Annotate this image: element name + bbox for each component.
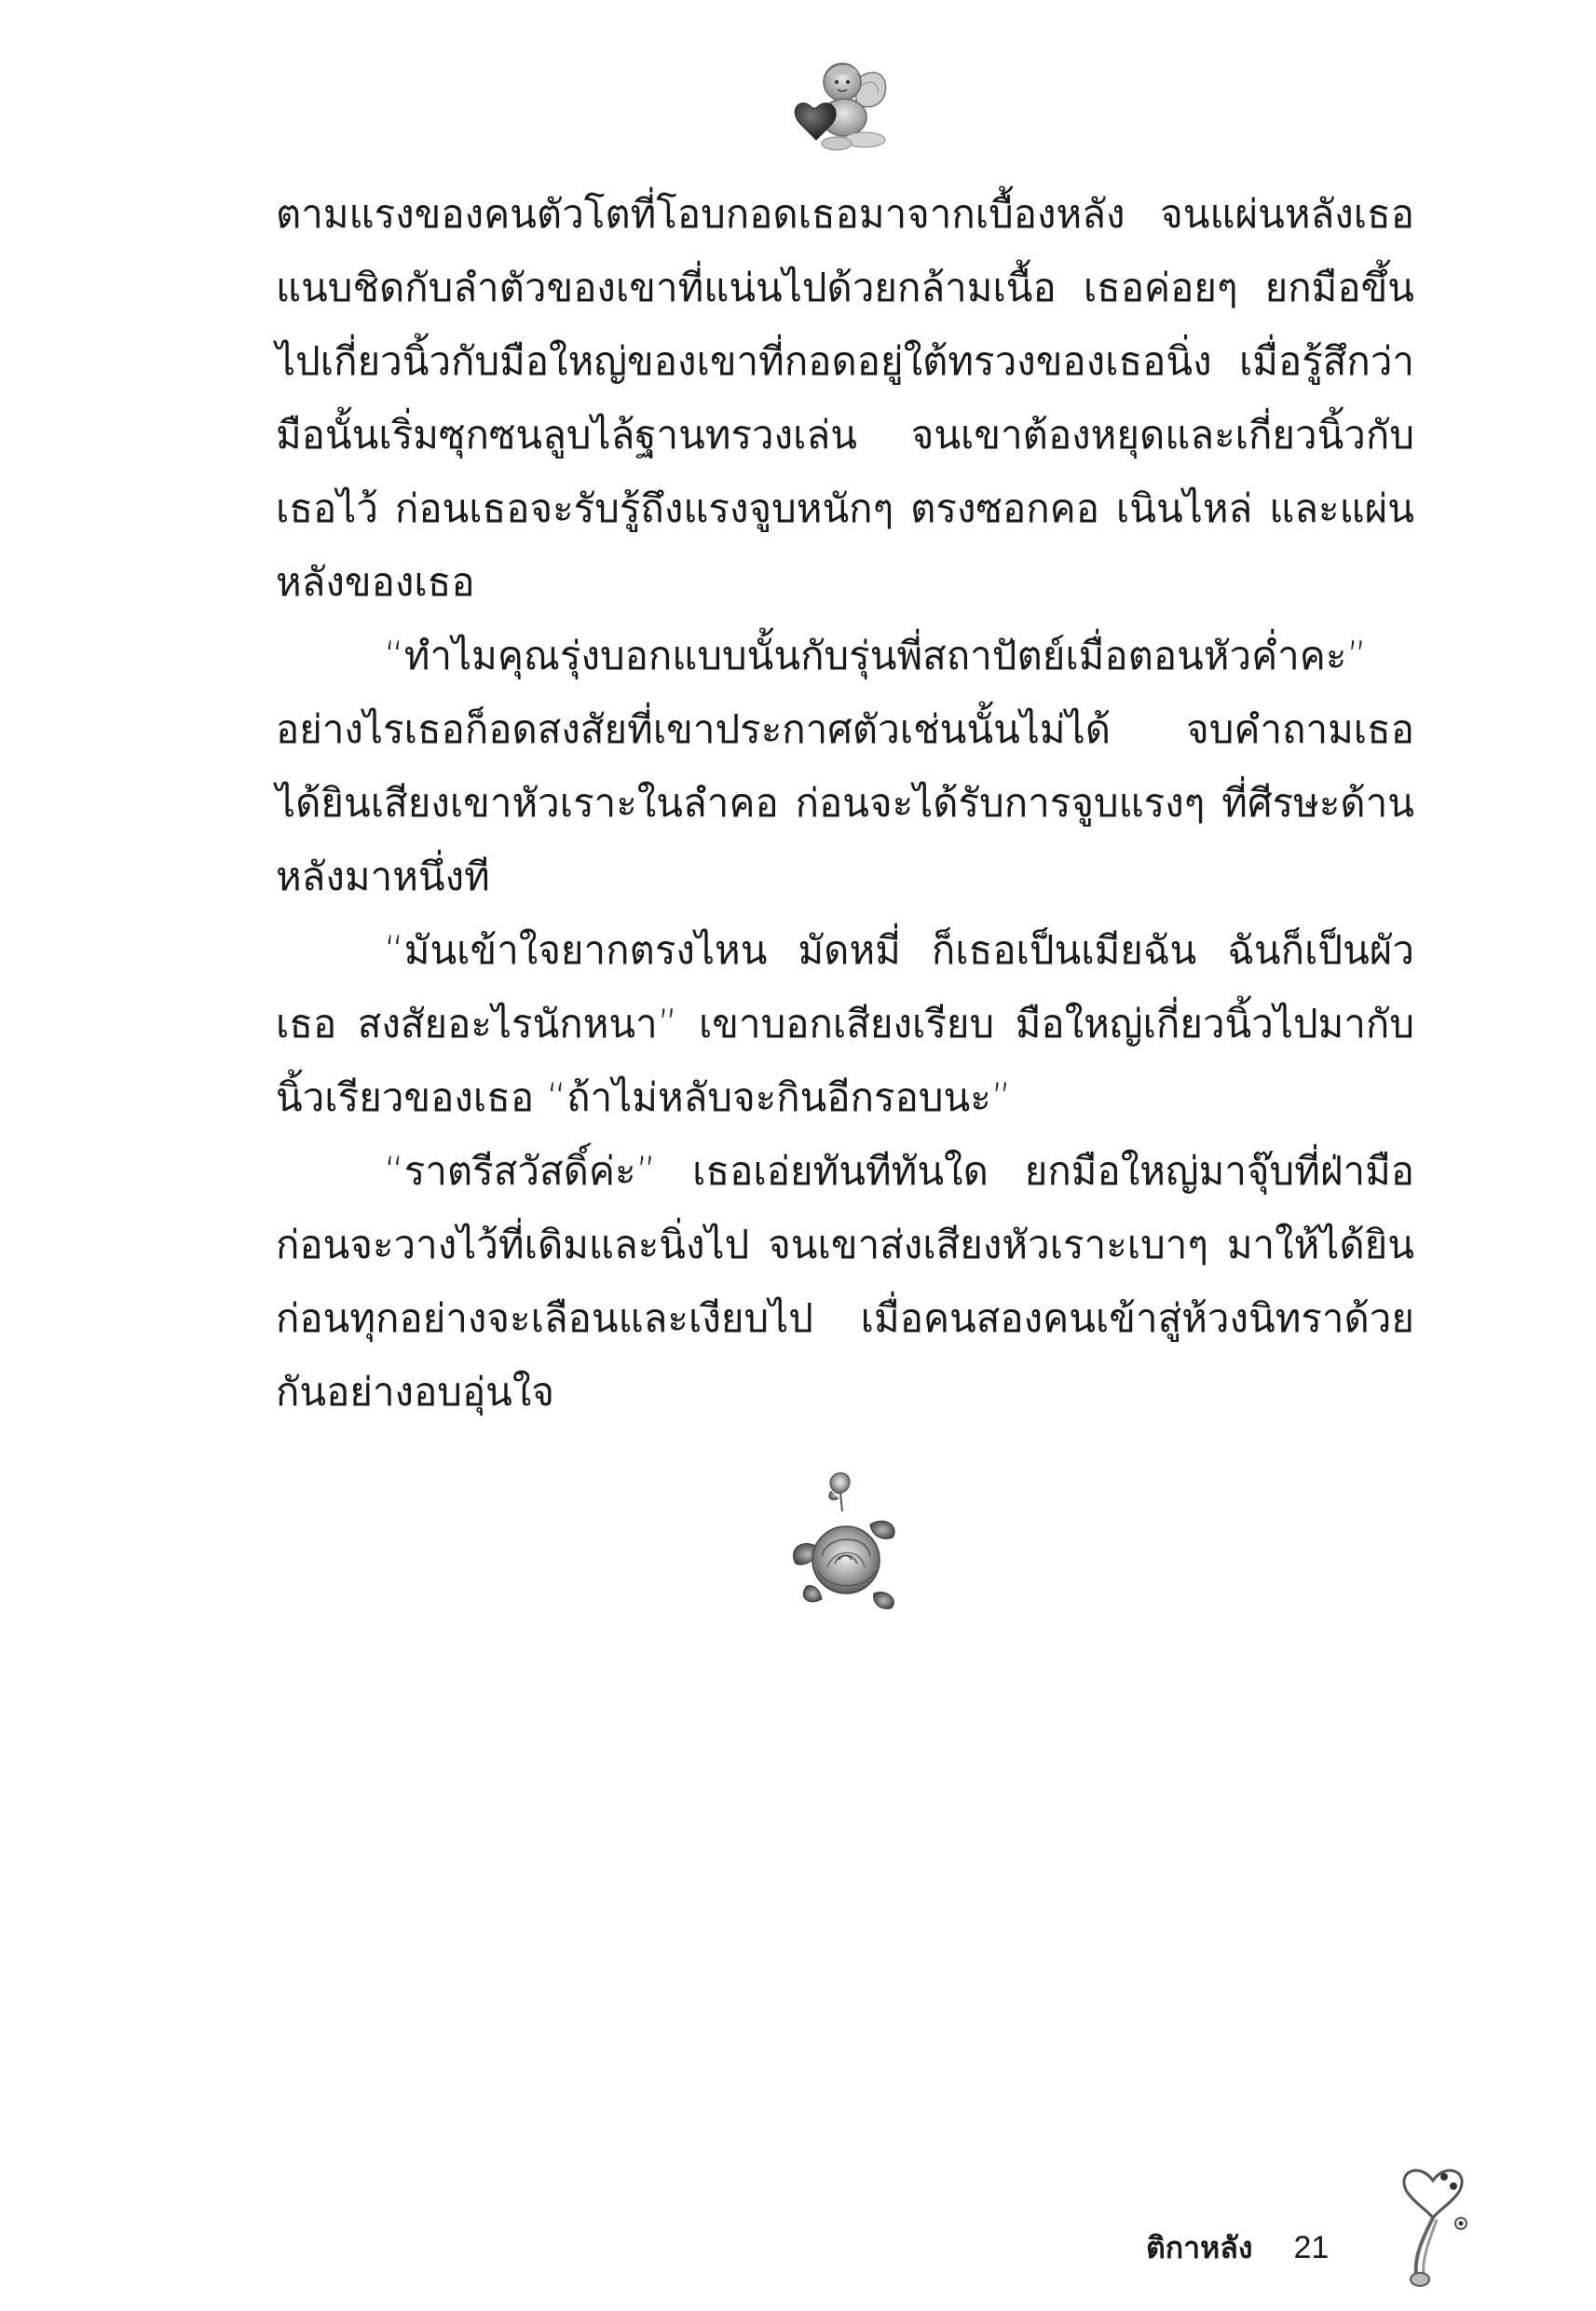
cherub-with-heart-icon bbox=[784, 54, 896, 157]
book-title: ติกาหลัง bbox=[1146, 2229, 1253, 2265]
page-footer bbox=[1146, 2220, 1329, 2276]
stethoscope-heart-icon bbox=[1386, 2143, 1480, 2292]
paragraph-1: ตามแรงของคนตัวโตที่โอบกอดเธอมาจากเบื้องหลัง จนแผ่นหลังเธอแนบชิดกับลำตัวของเขาที่แน่นไปด้วยกล้ามเนื้อ เธอค่อยๆ ยกมือขึ้นไปเกี่ยวนิ้วกับมือใหญ่ของเขาที่กอดอยู่ใต้ทรวงของเธอนิ่ง เมื่อรู้สึกว่ามือนั้นเริ่มซุกซนลูบไล้ฐานทรวงเล่น จนเขาต้องหยุดและเกี่ยวนิ้วกับเธอไว้ ก่อนเธอจะรับรู้ถึงแรงจูบหนักๆ ตรงซอกคอ เนินไหล่ และแผ่นหลังของเธอ bbox=[276, 191, 1414, 605]
chapter-body-text bbox=[276, 177, 1414, 1429]
paragraph-2: “ทำไมคุณรุ่งบอกแบบนั้นกับรุ่นพี่สถาปัตย์เมื่อตอนหัวค่ำคะ” อย่างไรเธอก็อดสงสัยที่เขาประกาศตัวเช่นนั้นไม่ได้ จบคำถามเธอได้ยินเสียงเขาหัวเราะในลำคอ ก่อนจะได้รับการจูบแรงๆ ที่ศีรษะด้านหลังมาหนึ่งที bbox=[276, 633, 1414, 899]
page-number: 21 bbox=[1293, 2229, 1330, 2265]
rose-icon bbox=[784, 1470, 906, 1610]
paragraph-4: “ราตรีสวัสดิ์ค่ะ” เธอเอ่ยทันทีทันใด ยกมือใหญ่มาจุ๊บที่ฝ่ามือ ก่อนจะวางไว้ที่เดิมและนิ่งไป จนเขาส่งเสียงหัวเราะเบาๆ มาให้ได้ยิน ก่อนทุกอย่างจะเลือนและเงียบไป เมื่อคนสองคนเข้าสู่ห้วงนิทราด้วยกันอย่างอบอุ่นใจ bbox=[276, 1148, 1414, 1415]
paragraph-3: “มันเข้าใจยากตรงไหน มัดหมี่ ก็เธอเป็นเมียฉัน ฉันก็เป็นผัวเธอ สงสัยอะไรนักหนา” เขาบอกเสียงเรียบ มือใหญ่เกี่ยวนิ้วไปมากับนิ้วเรียวของเธอ “ถ้าไม่หลับจะกินอีกรอบนะ” bbox=[276, 927, 1414, 1120]
